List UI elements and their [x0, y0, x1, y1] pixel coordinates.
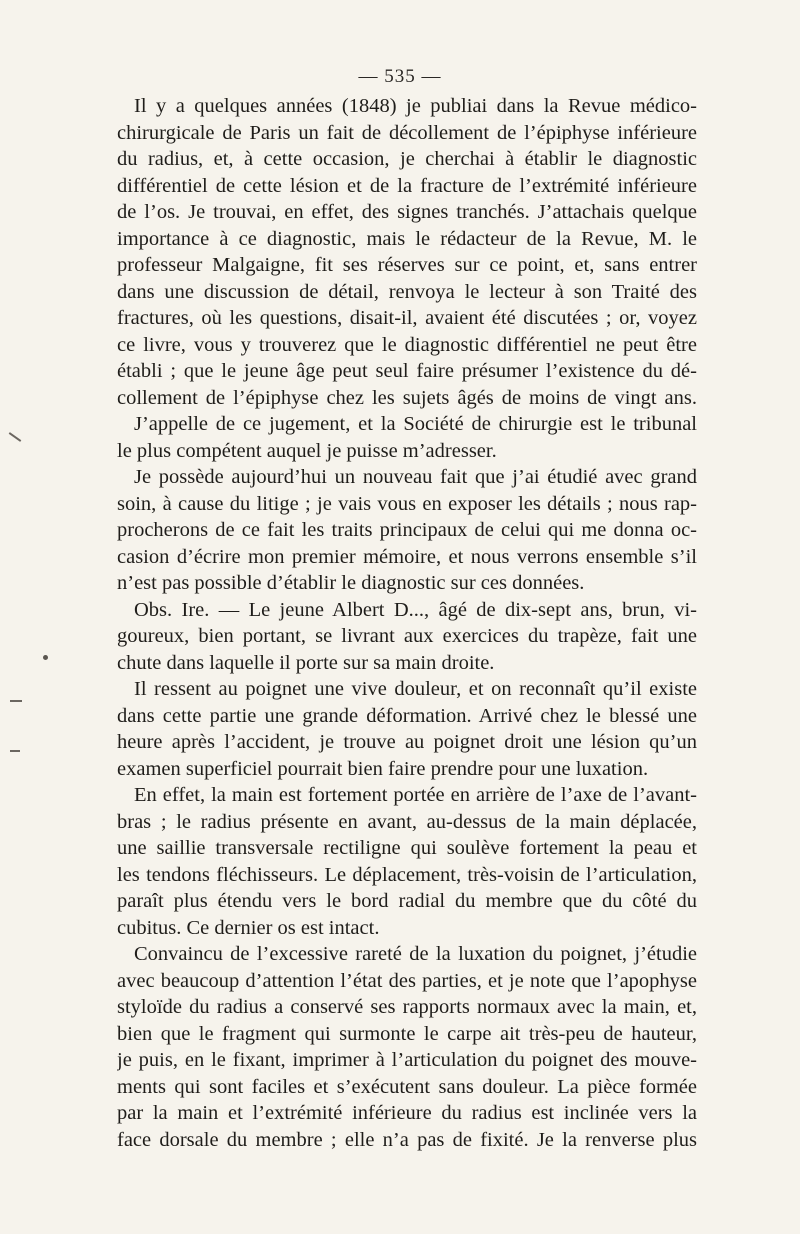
- text-line: face dorsale du membre ; elle n’a pas de fixité. Je la renverse plus: [117, 1128, 697, 1151]
- text-line: avec beaucoup d’attention l’état des parties, et je note que l’apophyse: [117, 969, 697, 992]
- page-number: — 535 —: [358, 66, 442, 87]
- text-line: chute dans laquelle il porte sur sa main droite.: [117, 651, 495, 674]
- text-line: n’est pas possible d’établir le diagnostic sur ces données.: [117, 572, 585, 594]
- text-line: examen superficiel pourrait bien faire prendre pour une luxation.: [117, 757, 649, 780]
- text-line: collement de l’épiphyse chez les sujets âgés de moins de vingt ans.: [117, 386, 697, 409]
- text-line: par la main et l’extrémité inférieure du radius est inclinée vers la: [117, 1102, 697, 1124]
- body-text: [117, 93, 697, 1153]
- text-line: En effet, la main est fortement portée en arrière de l’axe de l’avant-: [134, 784, 697, 806]
- text-line: Obs. Ire. — Le jeune Albert D..., âgé de dix-sept ans, brun, vi-: [134, 598, 697, 621]
- text-line: goureux, bien portant, se livrant aux exercices du trapèze, fait une: [117, 625, 697, 647]
- text-line: importance à ce diagnostic, mais le rédacteur de la Revue, M. le: [117, 227, 697, 250]
- text-line: Il y a quelques années (1848) je publiai dans la Revue médico-: [134, 95, 697, 117]
- text-line: je puis, en le fixant, imprimer à l’articulation du poignet des mouve-: [117, 1049, 697, 1071]
- text-line: professeur Malgaigne, fit ses réserves sur ce point, et, sans entrer: [117, 254, 697, 276]
- text-line: dans une discussion de détail, renvoya le lecteur à son Traité des: [117, 280, 697, 303]
- text-line: différentiel de cette lésion et de la fracture de l’extrémité inférieure: [117, 174, 697, 197]
- text-line: une saillie transversale rectiligne qui soulève fortement la peau et: [117, 837, 697, 859]
- text-line: Je possède aujourd’hui un nouveau fait que j’ai étudié avec grand: [134, 466, 697, 488]
- text-line: procherons de ce fait les traits principaux de celui qui me donna oc-: [117, 519, 697, 541]
- text-line: cubitus. Ce dernier os est intact.: [117, 916, 380, 939]
- text-line: J’appelle de ce jugement, et la Société de chirurgie est le tribunal: [134, 413, 697, 435]
- margin-mark: [10, 700, 22, 702]
- text-line: chirurgicale de Paris un fait de décollement de l’épiphyse inférieure: [117, 121, 697, 144]
- text-line: fractures, où les questions, disait-il, avaient été discutées ; or, voyez: [117, 307, 697, 329]
- text-line: paraît plus étendu vers le bord radial du membre que du côté du: [117, 890, 697, 912]
- text-line: soin, à cause du litige ; je vais vous en exposer les détails ; nous rap-: [117, 492, 697, 515]
- text-line: casion d’écrire mon premier mémoire, et nous verrons ensemble s’il: [117, 545, 697, 568]
- text-line: bien que le fragment qui surmonte le carpe ait très-peu de hauteur,: [117, 1022, 697, 1045]
- margin-mark: [10, 750, 20, 752]
- text-line: Convaincu de l’excessive rareté de la luxation du poignet, j’étudie: [134, 943, 697, 965]
- text-line: Il ressent au poignet une vive douleur, et on reconnaît qu’il existe: [134, 678, 697, 700]
- text-line: dans cette partie une grande déformation. Arrivé chez le blessé une: [117, 704, 697, 727]
- margin-dot: [43, 655, 48, 660]
- margin-mark: [9, 432, 22, 442]
- text-line: heure après l’accident, je trouve au poignet droit une lésion qu’un: [117, 731, 697, 753]
- text-line: bras ; le radius présente en avant, au-dessus de la main déplacée,: [117, 810, 697, 833]
- text-line: de l’os. Je trouvai, en effet, des signes tranchés. J’attachais quelque: [117, 201, 697, 223]
- text-line: ments qui sont faciles et s’exécutent sans douleur. La pièce formée: [117, 1075, 697, 1098]
- text-line: ce livre, vous y trouverez que le diagnostic différentiel ne peut être: [117, 333, 697, 356]
- text-line: styloïde du radius a conservé ses rapports normaux avec la main, et,: [117, 996, 697, 1018]
- text-line: du radius, et, à cette occasion, je cherchai à établir le diagnostic: [117, 148, 697, 170]
- text-line: le plus compétent auquel je puisse m’adresser.: [117, 439, 497, 462]
- text-line: les tendons fléchisseurs. Le déplacement, très-voisin de l’articulation,: [117, 863, 697, 886]
- text-line: établi ; que le jeune âge peut seul faire présumer l’existence du dé-: [117, 360, 697, 382]
